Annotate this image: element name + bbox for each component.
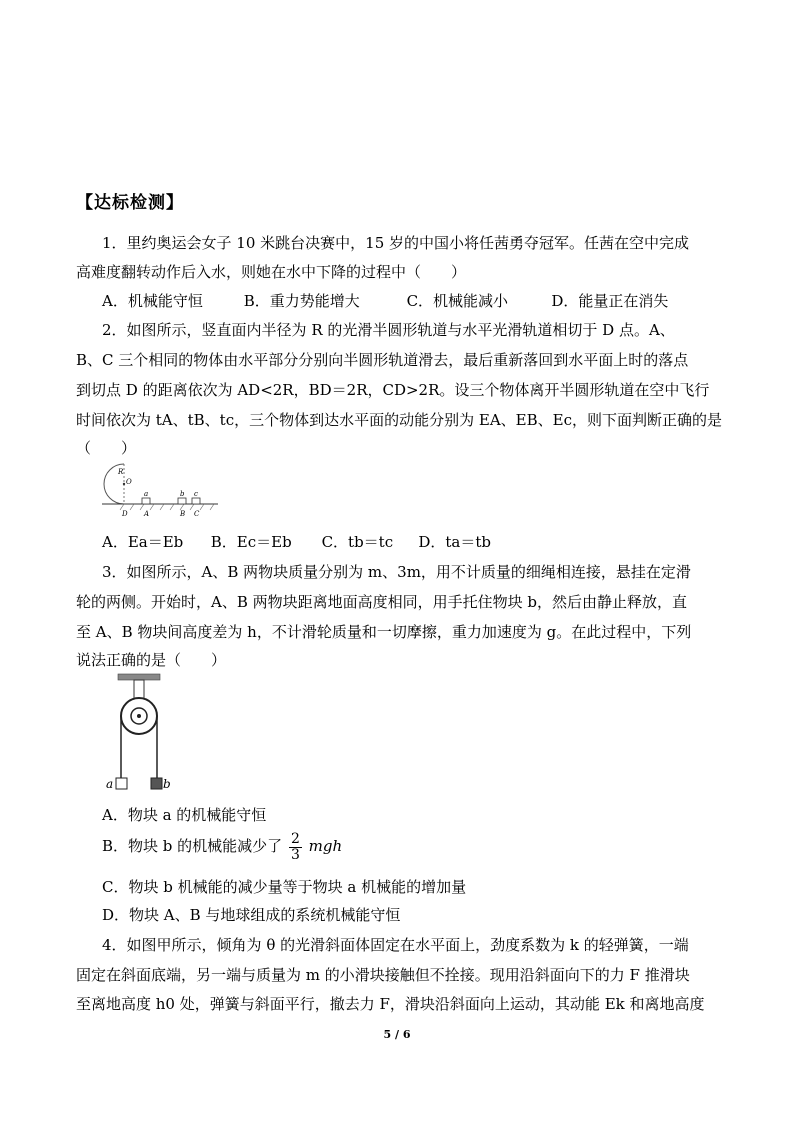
q2-line-3: 到切点 D 的距离依次为 AD<2R，BD＝2R，CD>2R。设三个物体离开半圆形轨道在空中飞行 <box>76 381 710 399</box>
fraction <box>289 832 302 863</box>
section-title: 【达标检测】 <box>76 193 184 213</box>
q3-line-3: 至 A、B 物块间高度差为 h，不计滑轮质量和一切摩擦，重力加速度为 g。在此过程中，下列 <box>76 623 692 641</box>
q2-options <box>102 532 491 552</box>
q1-line-1: 1．里约奥运会女子 10 米跳台决赛中，15 岁的中国小将任茜勇夺冠军。任茜在空中完成 <box>102 234 690 252</box>
fig-label-B: B <box>180 510 186 518</box>
page-number: 5 / 6 <box>383 1028 411 1041</box>
fig-label-c: c <box>194 490 198 498</box>
q2-line-4: 时间依次为 tA、tB、tc，三个物体到达水平面的动能分别为 EA、EB、Ec，则下面判断正确的是 <box>76 411 722 429</box>
fig-label-C: C <box>194 510 200 518</box>
q2-line-2: B、C 三个相同的物体由水平部分分别向半圆形轨道滑去，最后重新落回到水平面上时的落点 <box>76 351 689 369</box>
fraction-numerator: 2 <box>290 830 300 847</box>
q2-option-a: A．Ea＝Eb <box>102 533 184 551</box>
q2-line-1: 2．如图所示，竖直面内半径为 R 的光滑半圆形轨道与水平光滑轨道相切于 D 点。A、 <box>102 321 675 339</box>
fig-label-b-block: b <box>163 777 171 791</box>
q1-option-a: A．机械能守恒 <box>102 292 203 310</box>
q2-option-d: D．ta＝tb <box>418 533 491 551</box>
fig-label-b: b <box>180 490 185 498</box>
fraction-denominator: 3 <box>290 846 300 863</box>
q2-option-b: B．Ec＝Eb <box>210 533 292 551</box>
fig-label-R: R <box>118 468 124 476</box>
q1-option-b: B．重力势能增大 <box>243 292 360 310</box>
q1-option-c: C．机械能减小 <box>406 292 509 310</box>
q4-line-2: 固定在斜面底端，另一端与质量为 m 的小滑块接触但不拴接。现用沿斜面向下的力 F 推滑块 <box>76 966 690 984</box>
q4-line-3: 至离地高度 h0 处，弹簧与斜面平行，撤去力 F，滑块沿斜面向上运动，其动能 Ek 和离地高度 <box>76 995 705 1013</box>
q3-option-d: D．物块 A、B 与地球组成的系统机械能守恒 <box>102 906 401 924</box>
q3-option-a: A．物块 a 的机械能守恒 <box>102 806 267 824</box>
fig-label-O: O <box>126 478 132 486</box>
q2-option-c: C．tb＝tc <box>321 533 394 551</box>
pulley-figure <box>100 672 180 794</box>
fig-label-a-block: a <box>106 777 114 791</box>
fig-label-A: A <box>144 510 150 518</box>
q3-option-b-expression: mgh <box>308 837 343 855</box>
q3-option-b <box>102 830 342 863</box>
q3-line-2: 轮的两侧。开始时，A、B 两物块距离地面高度相同，用手托住物块 b，然后由静止释放，直 <box>76 593 687 611</box>
q3-line-4: 说法正确的是（ ） <box>76 651 227 669</box>
q3-option-c: C．物块 b 机械能的减少量等于物块 a 机械能的增加量 <box>102 878 467 896</box>
fig-label-D: D <box>122 510 128 518</box>
semicircle-track-figure <box>98 462 222 518</box>
q3-option-b-text: B．物块 b 的机械能减少了 <box>102 837 283 855</box>
fig-label-a: a <box>144 490 149 498</box>
q1-option-d: D．能量正在消失 <box>551 292 669 310</box>
q1-line-2: 高难度翻转动作后入水，则她在水中下降的过程中（ ） <box>76 263 467 281</box>
q4-line-1: 4．如图甲所示，倾角为 θ 的光滑斜面体固定在水平面上，劲度系数为 k 的轻弹簧，一端 <box>102 936 689 954</box>
q1-options <box>102 291 668 311</box>
q3-line-1: 3．如图所示，A、B 两物块质量分别为 m、3m，用不计质量的细绳相连接，悬挂在定滑 <box>102 563 691 581</box>
q2-line-5: （ ） <box>76 439 137 457</box>
